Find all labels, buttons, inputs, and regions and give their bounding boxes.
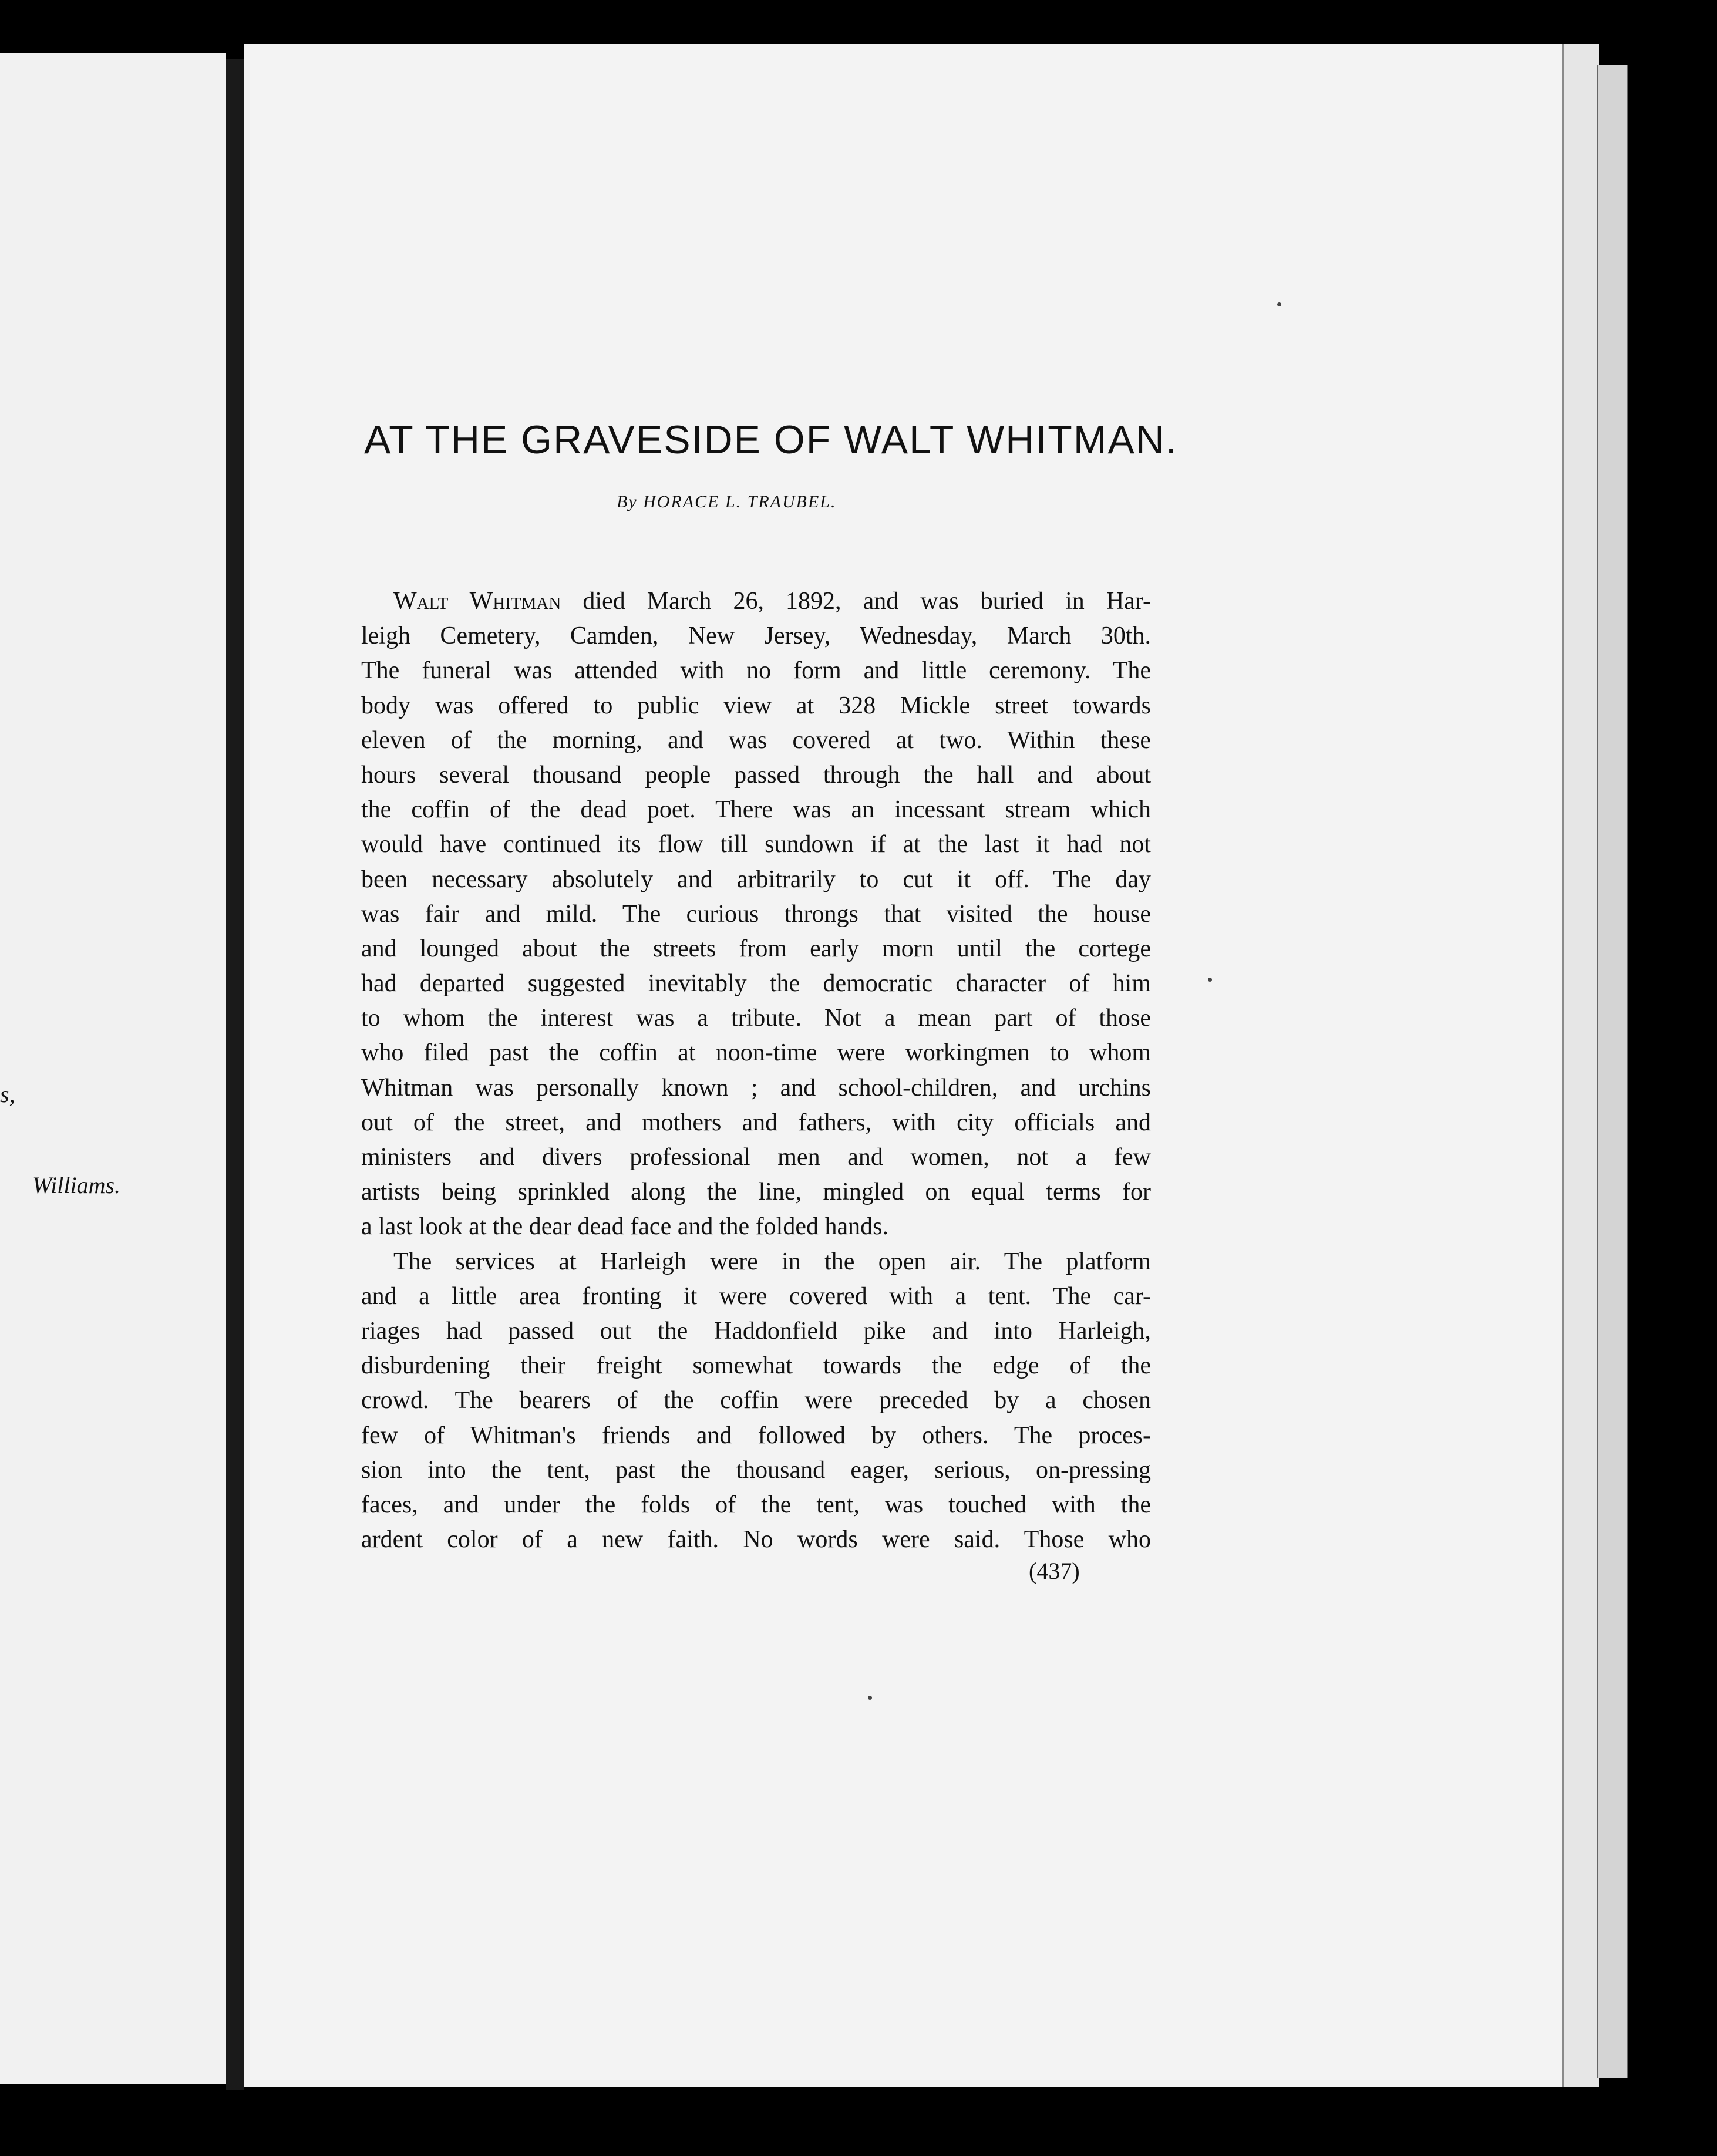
left-page-fragment: Williams. <box>32 1172 121 1198</box>
text-line: faces, and under the folds of the tent, was touched with the <box>361 1491 1151 1518</box>
page-edge <box>1562 44 1599 2087</box>
text-line: been necessary absolutely and arbitrarily to cut it off. The day <box>361 865 1151 893</box>
text-line: few of Whitman's friends and followed by others. The proces- <box>361 1421 1151 1449</box>
text-line: hours several thousand people passed through the hall and about <box>361 761 1151 789</box>
text-line: riages had passed out the Haddonfield pike and into Harleigh, <box>361 1317 1151 1345</box>
text-line: body was offered to public view at 328 Mickle street towards <box>361 692 1151 719</box>
left-page-fragment: s, <box>0 1081 15 1107</box>
text-line: sion into the tent, past the thousand eager, serious, on-pressing <box>361 1456 1151 1484</box>
paper-speck <box>868 1696 872 1700</box>
text-line: and lounged about the streets from early morn until the cortege <box>361 935 1151 962</box>
article-body <box>361 584 1151 1557</box>
lead-name: Walt Whitman <box>393 588 561 615</box>
text-line: was fair and mild. The curious throngs that visited the house <box>361 900 1151 928</box>
article-title: AT THE GRAVESIDE OF WALT WHITMAN. <box>364 417 1178 462</box>
text-line: would have continued its flow till sundown if at the last it had not <box>361 831 1151 858</box>
text-line: who filed past the coffin at noon-time were workingmen to whom <box>361 1039 1151 1067</box>
facing-page-left <box>0 53 231 2084</box>
text-line: the coffin of the dead poet. There was an incessant stream which <box>361 796 1151 824</box>
text-line: artists being sprinkled along the line, mingled on equal terms for <box>361 1178 1151 1206</box>
paper-speck <box>1277 302 1281 306</box>
text-line: to whom the interest was a tribute. Not a mean part of those <box>361 1005 1151 1032</box>
text-line: eleven of the morning, and was covered at two. Within these <box>361 726 1151 754</box>
text-line: ardent color of a new faith. No words were said. Those who <box>361 1526 1151 1554</box>
text-line: The services at Harleigh were in the open air. The platform <box>393 1248 1151 1275</box>
text-line: disburdening their freight somewhat towards the edge of the <box>361 1352 1151 1380</box>
text-line: ministers and divers professional men and women, not a few <box>361 1144 1151 1171</box>
text-line: crowd. The bearers of the coffin were preceded by a chosen <box>361 1387 1151 1414</box>
paper-speck <box>1208 978 1212 982</box>
text-line: and a little area fronting it were covered with a tent. The car- <box>361 1282 1151 1310</box>
text-line: out of the street, and mothers and fathers, with city officials and <box>361 1109 1151 1136</box>
page-number: (437) <box>1029 1558 1080 1584</box>
text-line: Whitman was personally known ; and school-children, and urchins <box>361 1074 1151 1101</box>
page-edge <box>1597 65 1628 2078</box>
text-line: leigh Cemetery, Camden, New Jersey, Wednesday, March 30th. <box>361 622 1151 650</box>
text-line: a last look at the dear dead face and the folded hands. <box>361 1213 888 1241</box>
text-line: had departed suggested inevitably the democratic character of him <box>361 970 1151 998</box>
book-gutter <box>226 59 244 2090</box>
article-byline: By HORACE L. TRAUBEL. <box>617 492 837 511</box>
text-line: The funeral was attended with no form and little ceremony. The <box>361 657 1151 685</box>
text-line: Walt Whitman died March 26, 1892, and was buried in Har- <box>393 588 1151 615</box>
